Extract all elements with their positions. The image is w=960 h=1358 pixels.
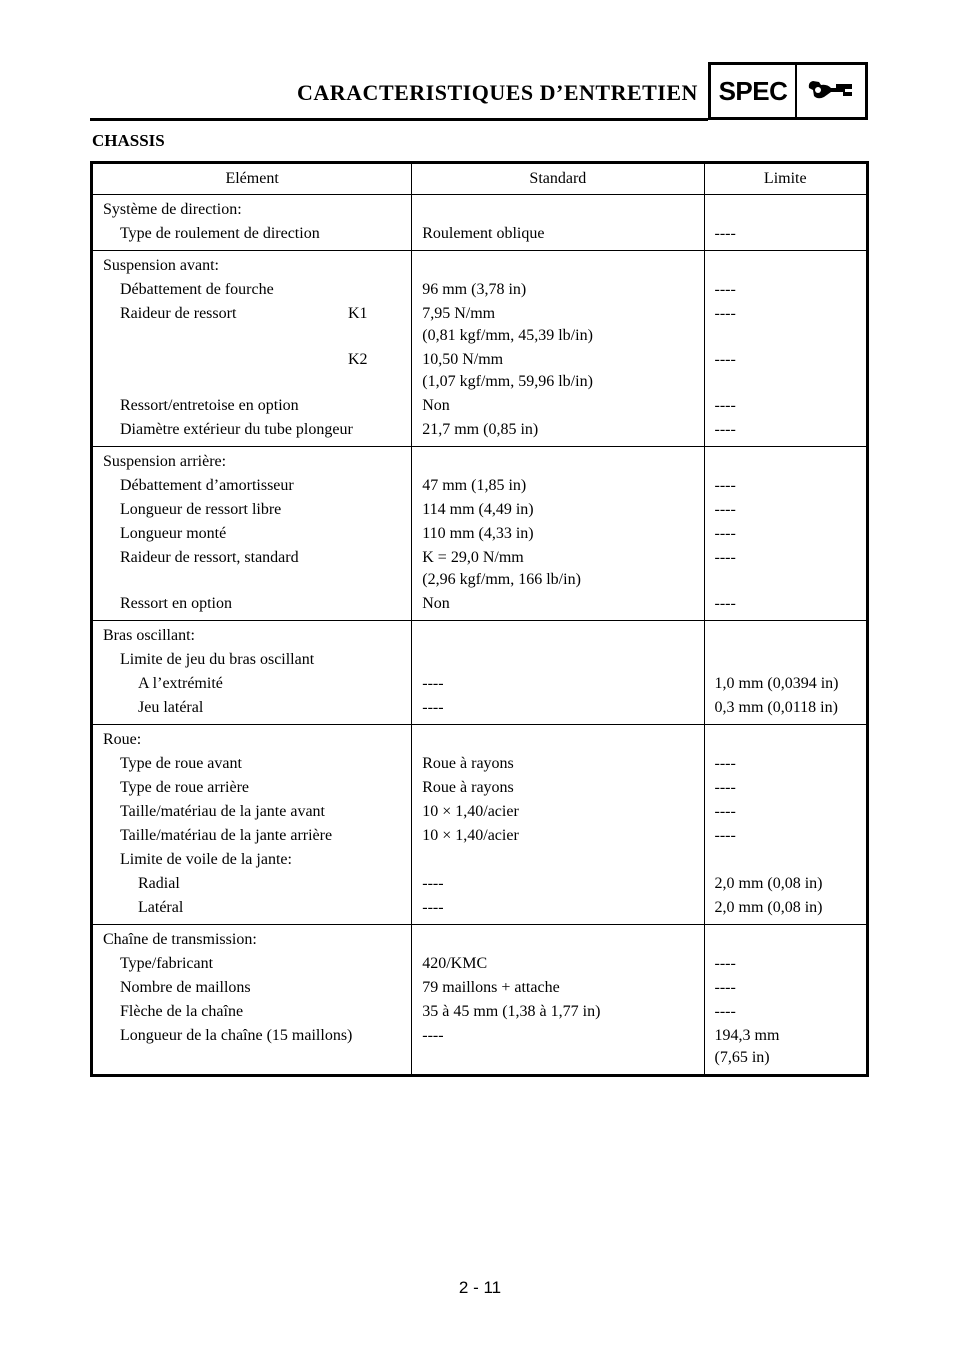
table-row <box>92 545 868 591</box>
standard-value: Non <box>422 397 450 414</box>
limit-value: 2,0 mm (0,08 in) <box>714 875 823 892</box>
standard-value: 7,95 N/mm <box>422 305 496 322</box>
group-heading: Bras oscillant: <box>103 627 195 644</box>
limit-value: ---- <box>714 281 736 298</box>
item-label: Ressort en option <box>120 595 232 612</box>
limit-value: ---- <box>714 979 736 996</box>
item-sub-label: K2 <box>348 351 368 368</box>
item-label: Taille/matériau de la jante avant <box>120 803 325 820</box>
item-label: Type de roue avant <box>120 755 242 772</box>
limit-value: ---- <box>714 397 736 414</box>
item-label: Raideur de ressort, standard <box>120 549 299 566</box>
group-heading-row <box>92 251 868 278</box>
item-label: Radial <box>138 875 180 892</box>
table-row <box>92 277 868 301</box>
table-row <box>92 799 868 823</box>
group-heading-row <box>92 447 868 474</box>
item-sub-label: K1 <box>348 305 368 322</box>
item-label: Type de roue arrière <box>120 779 250 796</box>
limit-value: 0,3 mm (0,0118 in) <box>714 699 838 716</box>
standard-value: 35 à 45 mm (1,38 à 1,77 in) <box>422 1003 601 1020</box>
standard-value: Roue à rayons <box>422 779 514 796</box>
limit-value <box>715 847 867 871</box>
limit-value: ---- <box>714 525 736 542</box>
section-title: CHASSIS <box>92 131 165 150</box>
item-label: Longueur monté <box>120 525 227 542</box>
group-heading: Suspension arrière: <box>103 453 227 470</box>
table-row <box>92 393 868 417</box>
limit-value: ---- <box>714 1003 736 1020</box>
limit-value: ---- <box>714 549 736 566</box>
item-label: Nombre de maillons <box>120 979 251 996</box>
table-row <box>92 591 868 621</box>
item-label: Longueur de ressort libre <box>120 501 282 518</box>
group-heading-row <box>92 925 868 952</box>
limit-value: 194,3 mm <box>714 1027 780 1044</box>
table-row <box>92 871 868 895</box>
limit-value: ---- <box>714 421 736 438</box>
column-header-limit: Limite <box>704 163 868 195</box>
limit-value: 2,0 mm (0,08 in) <box>714 899 823 916</box>
standard-value: 114 mm (4,49 in) <box>422 501 534 518</box>
standard-value: ---- <box>422 675 444 692</box>
item-label: Type/fabricant <box>120 955 214 972</box>
standard-value: 110 mm (4,33 in) <box>422 525 534 542</box>
group-heading: Suspension avant: <box>103 257 219 274</box>
standard-value: 10 × 1,40/acier <box>422 803 519 820</box>
table-row <box>92 847 868 871</box>
standard-value: 47 mm (1,85 in) <box>422 477 527 494</box>
standard-value: (2,96 kgf/mm, 166 lb/in) <box>422 571 581 588</box>
table-row <box>92 221 868 251</box>
item-label: Diamètre extérieur du tube plongeur <box>120 421 353 438</box>
page-number: 2 - 11 <box>458 1278 502 1297</box>
table-row <box>92 975 868 999</box>
table-row <box>92 301 868 347</box>
item-label: Taille/matériau de la jante arrière <box>120 827 333 844</box>
item-label: Flèche de la chaîne <box>120 1003 244 1020</box>
group-heading-row <box>92 621 868 648</box>
limit-value: ---- <box>714 955 736 972</box>
limit-value: (7,65 in) <box>714 1049 770 1066</box>
item-label: Latéral <box>138 899 184 916</box>
standard-value <box>422 847 703 871</box>
spec-badge <box>708 62 868 120</box>
standard-value: (0,81 kgf/mm, 45,39 lb/in) <box>422 327 593 344</box>
standard-value: 21,7 mm (0,85 in) <box>422 421 539 438</box>
limit-value: ---- <box>714 803 736 820</box>
table-row <box>92 823 868 847</box>
table-row <box>92 473 868 497</box>
standard-value: 420/KMC <box>422 955 488 972</box>
table-row <box>92 751 868 775</box>
table-row <box>92 775 868 799</box>
table-header-row <box>92 163 868 195</box>
item-label: Limite de voile de la jante: <box>120 851 292 868</box>
limit-value <box>715 647 867 671</box>
page-header-title: CARACTERISTIQUES D’ENTRETIEN <box>297 80 698 105</box>
table-body <box>92 195 868 1076</box>
limit-value: ---- <box>714 755 736 772</box>
spec-badge-label: SPEC <box>711 65 797 117</box>
limit-value: ---- <box>714 305 736 322</box>
standard-value: 96 mm (3,78 in) <box>422 281 527 298</box>
limit-value: ---- <box>714 351 736 368</box>
item-label: Raideur de ressort <box>120 305 237 322</box>
item-label: Jeu latéral <box>138 699 204 716</box>
standard-value: ---- <box>422 699 444 716</box>
table-row <box>92 521 868 545</box>
group-heading: Système de direction: <box>103 201 242 218</box>
limit-value: 1,0 mm (0,0394 in) <box>714 675 839 692</box>
table-row <box>92 895 868 925</box>
group-heading: Roue: <box>103 731 142 748</box>
standard-value: Roue à rayons <box>422 755 514 772</box>
table-row <box>92 951 868 975</box>
spec-table <box>90 161 869 1077</box>
standard-value: 10,50 N/mm <box>422 351 504 368</box>
limit-value: ---- <box>714 477 736 494</box>
table-row <box>92 695 868 725</box>
table-row <box>92 647 868 671</box>
standard-value: 79 maillons + attache <box>422 979 560 996</box>
column-header-standard: Standard <box>412 163 704 195</box>
item-label: A l’extrémité <box>138 675 223 692</box>
header-rule <box>90 118 708 121</box>
item-label: Débattement de fourche <box>120 281 274 298</box>
limit-value: ---- <box>714 595 736 612</box>
limit-value: ---- <box>714 779 736 796</box>
limit-value: ---- <box>714 225 736 242</box>
standard-value <box>422 647 703 671</box>
standard-value: ---- <box>422 899 444 916</box>
limit-value: ---- <box>714 501 736 518</box>
item-label: Longueur de la chaîne (15 maillons) <box>120 1027 353 1044</box>
standard-value: K = 29,0 N/mm <box>422 549 524 566</box>
table-row <box>92 671 868 695</box>
limit-value: ---- <box>714 827 736 844</box>
standard-value: Non <box>422 595 450 612</box>
table-row <box>92 1023 868 1076</box>
item-label: Type de roulement de direction <box>120 225 320 242</box>
standard-value: ---- <box>422 1027 444 1044</box>
group-heading-row <box>92 195 868 222</box>
group-heading: Chaîne de transmission: <box>103 931 257 948</box>
table-row <box>92 497 868 521</box>
item-label: Ressort/entretoise en option <box>120 397 299 414</box>
item-label: Débattement d’amortisseur <box>120 477 294 494</box>
standard-value: (1,07 kgf/mm, 59,96 lb/in) <box>422 373 593 390</box>
table-row <box>92 347 868 393</box>
table-row <box>92 999 868 1023</box>
column-header-element: Elément <box>92 163 412 195</box>
item-label: Limite de jeu du bras oscillant <box>120 651 315 668</box>
standard-value: 10 × 1,40/acier <box>422 827 519 844</box>
standard-value: Roulement oblique <box>422 225 545 242</box>
standard-value: ---- <box>422 875 444 892</box>
group-heading-row <box>92 725 868 752</box>
table-row <box>92 417 868 447</box>
wrench-icon <box>797 65 865 117</box>
